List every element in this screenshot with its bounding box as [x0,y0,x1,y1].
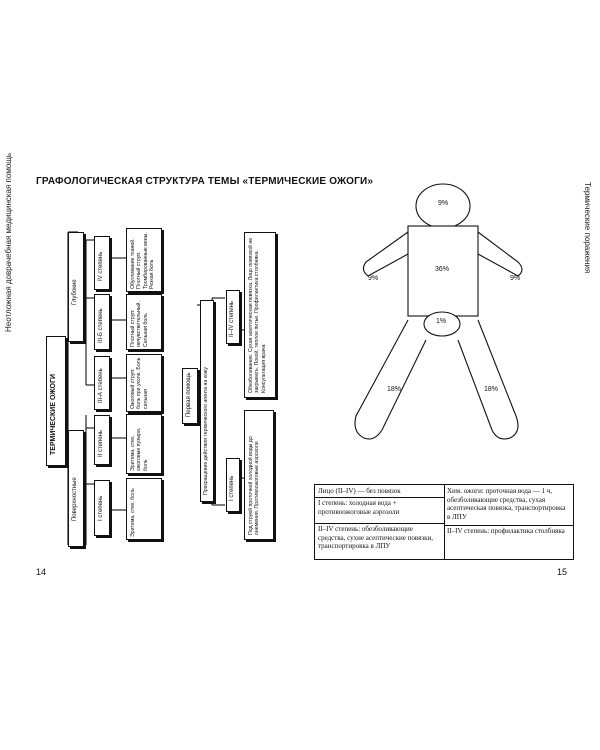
page-title: ГРАФОЛОГИЧЕСКАЯ СТРУКТУРА ТЕМЫ «ТЕРМИЧЕСКИЕ ОЖОГИ» [36,176,374,187]
degree-2-4-box [226,290,240,344]
superficial-group-label: Поверхностные [72,477,78,521]
right-page-number: 15 [557,567,568,577]
symptom-text-iiib: Плотный струп: нечувствительный. Сильная боль [130,301,149,347]
degree-box-iv [94,236,110,290]
aid-2-4-text: Обезболивание. Сухая асептическая повязка. Лицо повязкой не закрывать. Покой, теплое питье. Профилактика столбняка. Консультация врача [248,237,267,393]
deep-group-label: Глубокие [72,279,78,305]
deep-group-box [68,232,84,342]
first-aid-table [314,484,574,560]
aid-2-4-box [244,232,276,398]
pct-left-arm: 9% [368,275,379,282]
table-cell-c1r3: II–IV степень: обезболивающие средства, сухие асептические повязки, транспортировка в ЛПУ [318,525,433,550]
degree-label-iiib: III-Б степень [98,308,104,343]
root-box [46,336,66,466]
symptom-box-iv [126,228,162,292]
degree-box-ii [94,415,110,465]
degree-label-ii: II степень [98,429,104,457]
stop-agent-label: Прекращение действия термического агента на кожу [203,367,209,495]
symptom-text-ii: Эритема, отек, ожоговые пузыри, боль [130,427,149,471]
pct-torso: 36% [435,266,450,273]
degree-label-iv: IV степень [98,251,104,281]
first-aid-box [182,368,198,424]
symptom-box-iiib [126,294,162,350]
root-label: ТЕРМИЧЕСКИЕ ОЖОГИ [50,374,57,455]
degree-2-4-label: II–IV степень [229,300,235,337]
pct-head: 9% [438,200,449,207]
symptom-text-iv: Обугливание тканей. Плотный струп. Тромбированные вены. Резкая боль [130,232,156,289]
aid-1-box [244,410,274,540]
stop-agent-box [200,300,214,502]
pct-left-leg: 18% [387,386,402,393]
table-cell-c2r2: II–IV степень: профилактика столбняка [447,527,565,535]
right-running-header: Термические поражения [583,182,592,274]
degree-1-box [226,458,240,512]
degree-box-i [94,480,110,536]
symptom-box-i [126,478,162,540]
symptom-text-i: Эритема, отек, боль [130,488,136,537]
left-running-header: Неотложная доврачебная медицинская помощь [4,152,13,332]
table-cell-c1r2: I степень: холодная вода + противоожоговые аэрозоли [318,499,400,516]
degree-label-i: I степень [98,495,104,521]
pct-right-arm: 9% [510,275,521,282]
degree-box-iiib [94,294,110,350]
symptom-text-iiia: Ожоговый струп: боль при уколе. Боль сильная [130,357,149,409]
left-page-number: 14 [36,567,47,577]
pct-right-leg: 18% [484,386,499,393]
symptom-box-ii [126,414,162,474]
table-cell-c1r1: Лицо (II–IV) — без повязок [318,487,401,495]
symptom-box-iiia [126,354,162,412]
superficial-group-box [68,430,84,547]
aid-1-text: Под струей проточной холодной воды до онемения. Противоожоговые аэрозоли [248,436,261,535]
table-cell-c2r1: Хим. ожоги: проточная вода — 1 ч, обезболивающие средства, сухая асептическая повязка, транспортировка в ЛПУ [447,487,566,521]
pct-groin: 1% [436,318,447,325]
first-aid-label: Первая помощь [186,372,192,417]
degree-box-iiia [94,356,110,410]
degree-label-iiia: III-А степень [98,368,104,403]
degree-1-label: I степень [229,475,235,501]
